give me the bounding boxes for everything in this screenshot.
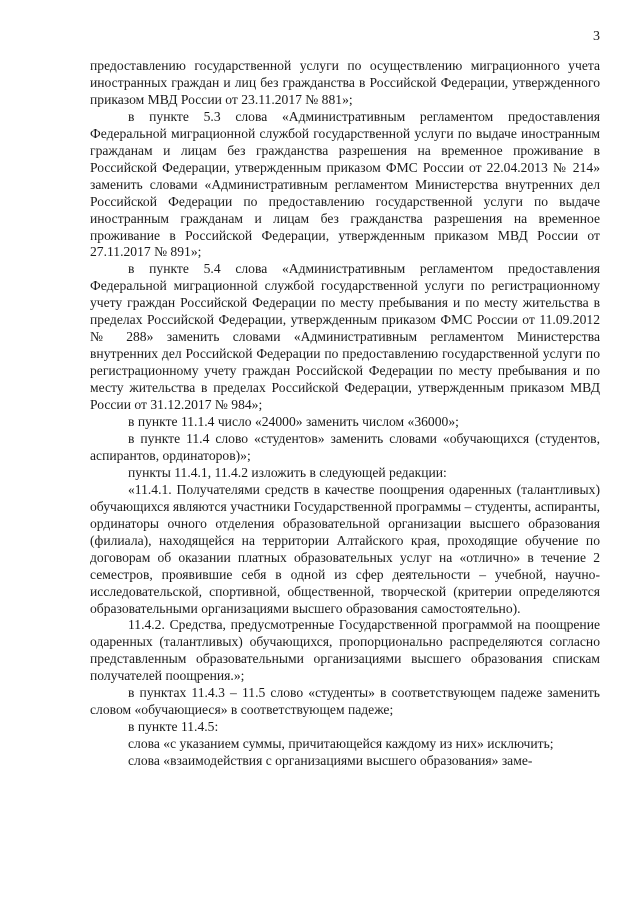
- paragraph-words-replace: слова «взаимодействия с организациями высшего образования» заме-: [128, 753, 533, 769]
- paragraph-point-11-4: в пункте 11.4 слово «студентов» заменить словами «обучающихся (студентов, аспирантов, ординаторов)»;: [90, 430, 600, 463]
- paragraph-11-4-2-text: 11.4.2. Средства, предусмотренные Государственной программой на поощрение одаренных (талантливых) обучающихся, пропорционально распределяются согласно представленным образовательными организациями высшего образования спискам получателей поощрения.»;: [90, 617, 600, 684]
- document-body: [90, 58, 600, 770]
- paragraph-11-4-1-text: «11.4.1. Получателями средств в качестве поощрения одаренных (талантливых) обучающихся являются участники Государственной программы – студенты, аспиранты, ординаторы очного отделения образовательной организации высшего образования (филиала), находящейся на территории Алтайского края, проходящие обучение по договорам об оказании платных образовательных услуг на «отлично» в течение 2 семестров, проявившие себя в одной из сфер деятельности – учебной, научно-исследовательской, спортивной, общественной, творческой (критерии определяются образовательными организациями высшего образования самостоятельно).: [90, 481, 600, 616]
- paragraph-point-5-4: в пункте 5.4 слова «Административным регламентом предоставления Федеральной миграционной службой государственной услуги по регистрационному учету граждан Российской Федерации по месту пребывания и по месту жительства в пределах Российской Федерации, утвержденным приказом ФМС России от 11.09.2012 № 288» заменить словами «Административным регламентом Министерства внутренних дел Российской Федерации по предоставлению государственной услуги по регистрационному учету граждан Российской Федерации по месту пребывания и по месту жительства в пределах Российской Федерации, утвержденным приказом МВД России от 31.12.2017 № 984»;: [90, 261, 600, 413]
- paragraph-points-11-4-3-11-5: в пунктах 11.4.3 – 11.5 слово «студенты» в соответствующем падеже заменить словом «обучающиеся» в соответствующем падеже;: [90, 685, 600, 718]
- paragraph-point-5-3: в пункте 5.3 слова «Административным регламентом предоставления Федеральной миграционной службой государственной услуги по выдаче иностранным гражданам и лицам без гражданства разрешения на временное проживание в Российской Федерации, утвержденным приказом ФМС России от 22.04.2013 № 214» заменить словами «Административным регламентом Министерства внутренних дел Российской Федерации по предоставлению государственной услуги по выдаче иностранным гражданам и лицам без гражданства разрешения на временное проживание в Российской Федерации, утвержденным приказом МВД России от 27.11.2017 № 891»;: [90, 108, 600, 260]
- paragraph-point-11-4-5: в пункте 11.4.5:: [128, 719, 219, 735]
- paragraph-points-11-4-1-11-4-2: пункты 11.4.1, 11.4.2 изложить в следующей редакции:: [128, 464, 447, 480]
- paragraph-continuation: предоставлению государственной услуги по осуществлению миграционного учета иностранных граждан и лиц без гражданства в Российской Федерации, утвержденного приказом МВД России от 23.11.2017 № 881»;: [90, 58, 600, 107]
- page-number: 3: [593, 29, 600, 44]
- paragraph-words-exclude: слова «с указанием суммы, причитающейся каждому из них» исключить;: [128, 736, 554, 752]
- paragraph-point-11-1-4: в пункте 11.1.4 число «24000» заменить числом «36000»;: [128, 414, 459, 430]
